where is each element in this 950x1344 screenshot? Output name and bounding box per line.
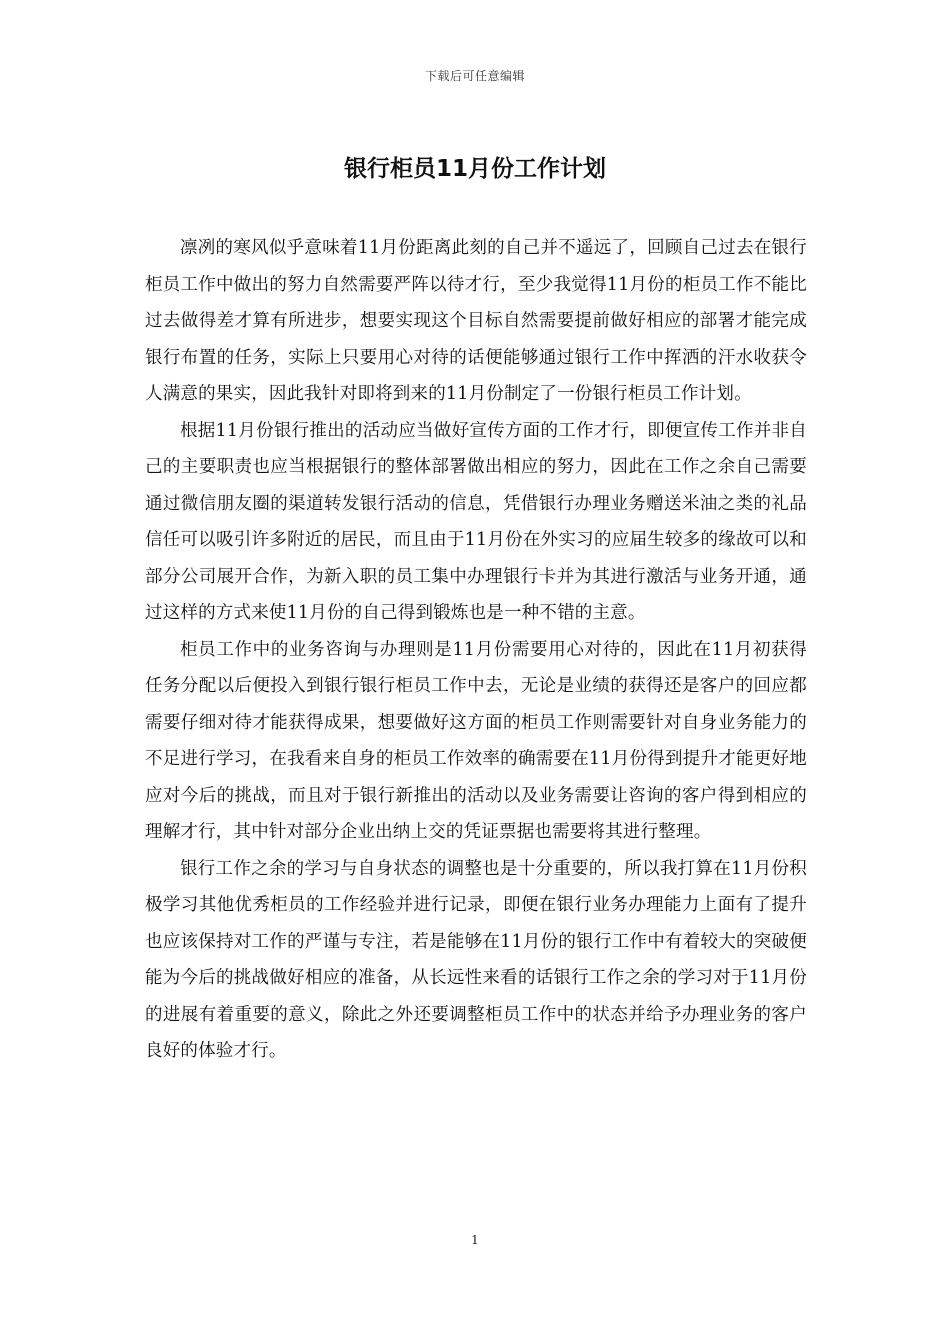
- header-note: 下载后可任意编辑: [424, 69, 525, 83]
- paragraph: 根据11月份银行推出的活动应当做好宣传方面的工作才行，即便宣传工作并非自己的主要职责也应当根据银行的整体部署做出相应的努力，因此在工作之余自己需要通过微信朋友圈的渠道转发银行活动的信息，凭借银行办理业务赠送米油之类的礼品信任可以吸引许多附近的居民，而且由于11月份在外实习的应届生较多的缘故可以和部分公司展开合作，为新入职的员工集中办理银行卡并为其进行激活与业务开通，通过这样的方式来使11月份的自己得到锻炼也是一种不错的主意。: [145, 420, 807, 623]
- page-number: 1: [471, 1233, 479, 1247]
- paragraph: 银行工作之余的学习与自身状态的调整也是十分重要的，所以我打算在11月份积极学习其他优秀柜员的工作经验并进行记录，即便在银行业务办理能力上面有了提升也应该保持对工作的严谨与专注，若是能够在11月份的银行工作中有着较大的突破便能为今后的挑战做好相应的准备，从长远性来看的话银行工作之余的学习对于11月份的进展有着重要的意义，除此之外还要调整柜员工作中的状态并给予办理业务的客户良好的体验才行。: [145, 858, 807, 1061]
- document-title: 银行柜员11月份工作计划: [343, 156, 606, 182]
- document-body: [145, 230, 807, 1070]
- paragraph: 柜员工作中的业务咨询与办理则是11月份需要用心对待的，因此在11月初获得任务分配以后便投入到银行银行柜员工作中去，无论是业绩的获得还是客户的回应都需要仔细对待才能获得成果，想要做好这方面的柜员工作则需要针对自身业务能力的不足进行学习，在我看来自身的柜员工作效率的确需要在11月份得到提升才能更好地应对今后的挑战，而且对于银行新推出的活动以及业务需要让咨询的客户得到相应的理解才行，其中针对部分企业出纳上交的凭证票据也需要将其进行整理。: [145, 639, 807, 842]
- paragraph: 凛冽的寒风似乎意味着11月份距离此刻的自己并不遥远了，回顾自己过去在银行柜员工作中做出的努力自然需要严阵以待才行，至少我觉得11月份的柜员工作不能比过去做得差才算有所进步，想要实现这个目标自然需要提前做好相应的部署才能完成银行布置的任务，实际上只要用心对待的话便能够通过银行工作中挥洒的汗水收获令人满意的果实，因此我针对即将到来的11月份制定了一份银行柜员工作计划。: [145, 238, 807, 404]
